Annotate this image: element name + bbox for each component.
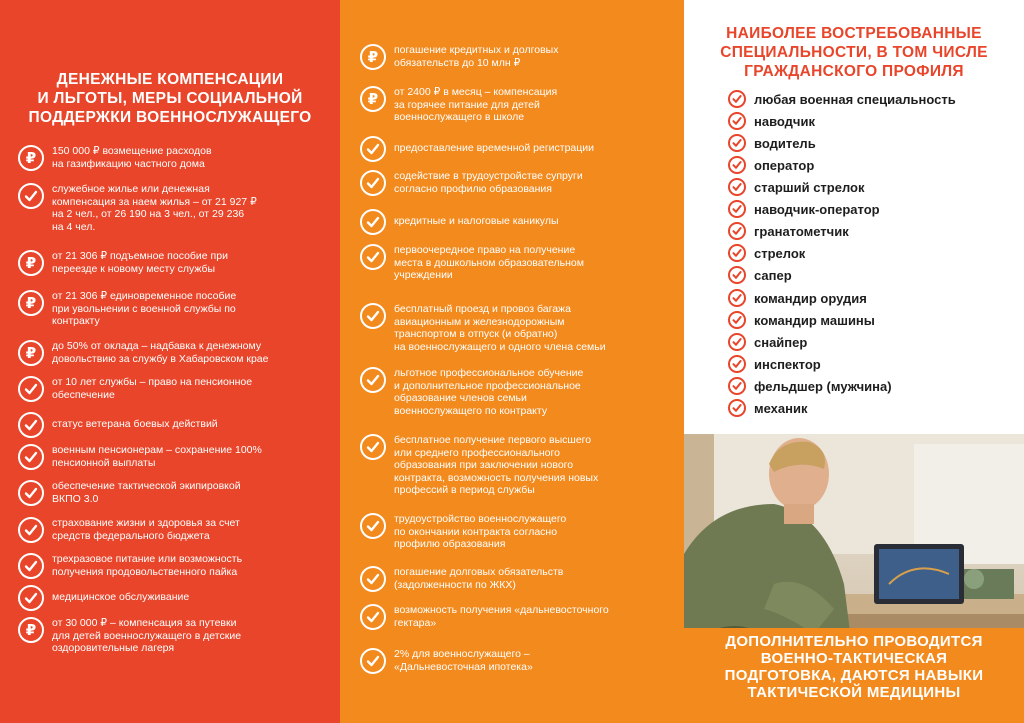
list-item: стрелок	[728, 244, 805, 262]
list-item: страхование жизни и здоровья за счет средств федерального бюджета	[18, 517, 330, 543]
list-item: снайпер	[728, 333, 807, 351]
check-icon	[360, 513, 386, 539]
check-icon	[18, 585, 44, 611]
list-item: погашение долговых обязательств (задолженности по ЖКХ)	[360, 566, 674, 592]
list-item: командир орудия	[728, 289, 867, 307]
check-icon	[360, 136, 386, 162]
list-item: кредитные и налоговые каникулы	[360, 209, 674, 235]
check-icon	[728, 134, 746, 152]
right-heading: НАИБОЛЕЕ ВОСТРЕБОВАННЫЕ СПЕЦИАЛЬНОСТИ, В ТОМ ЧИСЛЕ ГРАЖДАНСКОГО ПРОФИЛЯ	[720, 25, 988, 80]
list-item: оператор	[728, 156, 814, 174]
check-icon	[728, 178, 746, 196]
check-icon	[18, 376, 44, 402]
list-item: 2% для военнослужащего – «Дальневосточная ипотека»	[360, 648, 674, 674]
ruble-icon: ₽	[18, 250, 44, 276]
list-item: любая военная специальность	[728, 90, 956, 108]
list-item: механик	[728, 399, 808, 417]
check-icon	[728, 90, 746, 108]
list-item: инспектор	[728, 355, 821, 373]
list-item: ₽ погашение кредитных и долговых обязательств до 10 млн ₽	[360, 44, 674, 70]
list-item: гранатометчик	[728, 222, 849, 240]
check-icon	[728, 377, 746, 395]
left-heading: ДЕНЕЖНЫЕ КОМПЕНСАЦИИ И ЛЬГОТЫ, МЕРЫ СОЦИАЛЬНОЙ ПОДДЕРЖКИ ВОЕННОСЛУЖАЩЕГО	[28, 71, 312, 126]
check-icon	[360, 170, 386, 196]
check-icon	[18, 480, 44, 506]
list-item: фельдшер (мужчина)	[728, 377, 892, 395]
check-icon	[18, 183, 44, 209]
check-icon	[360, 648, 386, 674]
list-item: статус ветерана боевых действий	[18, 412, 330, 438]
list-item: старший стрелок	[728, 178, 865, 196]
list-item: от 10 лет службы – право на пенсионное обеспечение	[18, 376, 330, 402]
check-icon	[728, 289, 746, 307]
list-item: медицинское обслуживание	[18, 585, 330, 611]
check-icon	[728, 112, 746, 130]
training-banner: ДОПОЛНИТЕЛЬНО ПРОВОДИТСЯ ВОЕННО-ТАКТИЧЕСКАЯ ПОДГОТОВКА, ДАЮТСЯ НАВЫКИ ТАКТИЧЕСКОЙ МЕДИЦИНЫ	[684, 628, 1024, 723]
ruble-icon: ₽	[18, 340, 44, 366]
check-icon	[728, 266, 746, 284]
check-icon	[360, 367, 386, 393]
check-icon	[360, 303, 386, 329]
check-icon	[728, 399, 746, 417]
list-item: ₽ от 21 306 ₽ подъемное пособие при переезде к новому месту службы	[18, 250, 330, 276]
list-item: ₽ 150 000 ₽ возмещение расходов на газификацию частного дома	[18, 145, 330, 171]
check-icon	[18, 412, 44, 438]
check-icon	[728, 200, 746, 218]
check-icon	[18, 553, 44, 579]
check-icon	[728, 156, 746, 174]
list-item: льготное профессиональное обучение и дополнительное профессиональное образование членов семьи военнослужащего по контракту	[360, 367, 674, 417]
ruble-icon: ₽	[360, 44, 386, 70]
check-icon	[728, 355, 746, 373]
check-icon	[728, 244, 746, 262]
list-item: обеспечение тактической экипировкой ВКПО 3.0	[18, 480, 330, 506]
check-icon	[360, 604, 386, 630]
check-icon	[360, 434, 386, 460]
check-icon	[360, 244, 386, 270]
list-item: наводчик-оператор	[728, 200, 880, 218]
ruble-icon: ₽	[18, 617, 44, 643]
ruble-icon: ₽	[18, 145, 44, 171]
list-item: содействие в трудоустройстве супруги согласно профилю образования	[360, 170, 674, 196]
list-item: наводчик	[728, 112, 815, 130]
list-item: ₽ от 2400 ₽ в месяц – компенсация за горячее питание для детей военнослужащего в школе	[360, 86, 674, 124]
list-item: водитель	[728, 134, 816, 152]
list-item: бесплатный проезд и провоз багажа авиационным и железнодорожным транспортом в отпуск (и обратно) на военнослужащего и одного члена семьи	[360, 303, 674, 353]
check-icon	[728, 222, 746, 240]
check-icon	[18, 444, 44, 470]
list-item: трехразовое питание или возможность получения продовольственного пайка	[18, 553, 330, 579]
list-item: бесплатное получение первого высшего или среднего профессионального образования при заключении нового контракта, возможность получения новых профессий в период службы	[360, 434, 674, 497]
check-icon	[728, 333, 746, 351]
list-item: ₽ от 21 306 ₽ единовременное пособие при увольнении с военной службы по контракту	[18, 290, 330, 328]
list-item: сапер	[728, 266, 792, 284]
check-icon	[18, 517, 44, 543]
list-item: командир машины	[728, 311, 875, 329]
list-item: служебное жилье или денежная компенсация за наем жилья – от 21 927 ₽ на 2 чел., от 26 190 на 3 чел., от 29 236 на 4 чел.	[18, 183, 330, 233]
list-item: военным пенсионерам – сохранение 100% пенсионной выплаты	[18, 444, 330, 470]
list-item: ₽ до 50% от оклада – надбавка к денежному довольствию за службу в Хабаровском крае	[18, 340, 330, 366]
list-item: первоочередное право на получение места в дошкольном образовательном учреждении	[360, 244, 674, 282]
list-item: возможность получения «дальневосточного гектара»	[360, 604, 674, 630]
ruble-icon: ₽	[18, 290, 44, 316]
ruble-icon: ₽	[360, 86, 386, 112]
list-item: ₽ от 30 000 ₽ – компенсация за путевки для детей военнослужащего в детские оздоровительные лагеря	[18, 617, 330, 655]
check-icon	[360, 566, 386, 592]
list-item: предоставление временной регистрации	[360, 136, 674, 162]
check-icon	[360, 209, 386, 235]
check-icon	[728, 311, 746, 329]
list-item: трудоустройство военнослужащего по окончании контракта согласно профилю образования	[360, 513, 674, 551]
